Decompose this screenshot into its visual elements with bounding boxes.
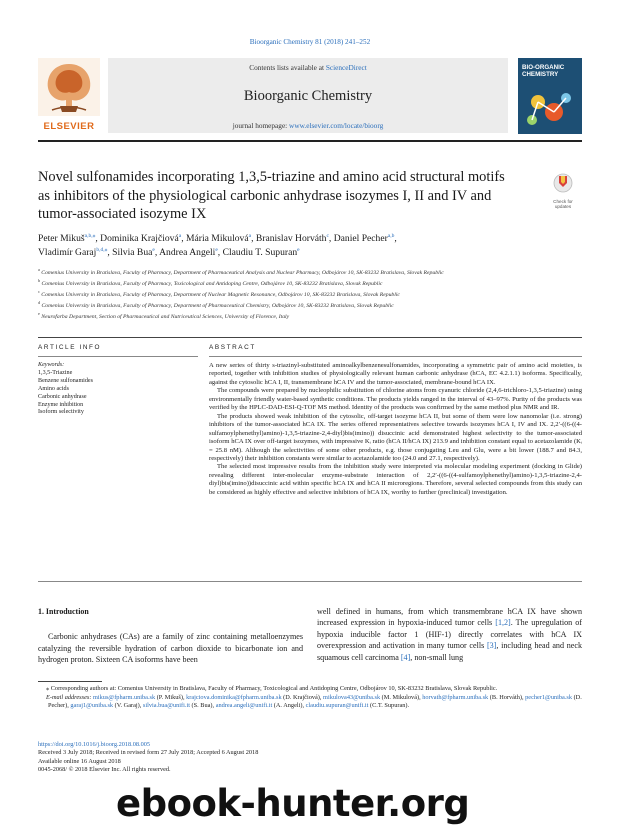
body-paragraph: Carbonic anhydrases (CAs) are a family of zinc containing metalloenzymes catalyzing the reversible hydration of carbon dioxide to bicarbonate ion and hydrogen proton. Sixteen CA isoforms have been — [38, 632, 303, 665]
abstract-heading: ABSTRACT — [209, 344, 256, 351]
email-owner: (D. Pecher), — [48, 693, 582, 710]
corresponding-author-note: ⁎ Corresponding authors at: Comenius University in Bratislava, Faculty of Pharmacy, Toxicological and Antidoping Centre, Odbojárov 10, SK-83232 Bratislava, Slovak Republic. — [46, 685, 498, 692]
affiliation — [38, 288, 582, 299]
author-name: Mária Mikulová — [185, 233, 249, 244]
author-affiliation-mark[interactable]: e — [215, 247, 218, 254]
affiliation-mark: e — [38, 311, 40, 317]
abstract-end-rule — [38, 581, 582, 582]
affiliation-text: Comenius University in Bratislava, Faculty of Pharmacy, Department of Pharmaceutical Chemistry, Odbojárov 10, SK-83232 Bratislava, Slovak Republic — [41, 303, 394, 310]
author-affiliation-mark[interactable]: e — [152, 247, 155, 254]
article-info-rule — [38, 356, 198, 357]
author-affiliation-mark[interactable]: e — [297, 247, 300, 254]
body-column-right — [317, 606, 582, 663]
author[interactable] — [100, 233, 186, 244]
email-link[interactable]: horvath@fpharm.uniba.sk — [422, 693, 489, 701]
keywords-label: Keywords: — [38, 362, 65, 368]
abstract-paragraph: The compounds were prepared by nucleophilic substitution of chlorine atoms from cyanuric chloride (2,4,6-trichloro-1,3,5-triazine) using environmentally friendly water-based synthetic conditions. The products yields ranged in the interval of 43–97%. Purity of the products was verified by the HPLC-DAD-ESI-Q-TOF MS method. Identity of the products was confirmed by the same method plus NMR and IR. — [209, 387, 582, 412]
article-info-heading: ARTICLE INFO — [38, 344, 102, 351]
journal-name: Bioorganic Chemistry — [243, 88, 373, 104]
keyword: 1,3,5-Triazine — [38, 369, 73, 376]
affiliation-list — [38, 266, 582, 321]
author[interactable] — [256, 233, 334, 244]
author-affiliation-mark[interactable]: a — [248, 232, 252, 239]
copyright: 0045-2068/ © 2018 Elsevier Inc. All rights reserved. — [38, 766, 171, 774]
author-name: Andrea Angeli — [159, 247, 216, 259]
check-updates-line-2: updates — [554, 204, 572, 210]
email-owner: (V. Garaj), — [113, 702, 143, 710]
publication-info — [38, 741, 338, 775]
email-link[interactable]: mikus@fpharm.uniba.sk — [93, 693, 156, 701]
footnotes — [38, 685, 582, 711]
keyword: Amino acids — [38, 385, 69, 392]
author-name: Branislav Horváth — [255, 233, 327, 244]
email-label: E-mail addresses: — [46, 693, 93, 701]
contents-line — [108, 63, 508, 72]
author-separator: , — [217, 247, 223, 259]
affiliation-mark: b — [38, 278, 41, 284]
body-text: . The upregulation of hypoxia inducible factor 1 (HIF-1) directly correlates with hCA IX overexpression and activation in many tumor cells — [317, 618, 582, 651]
cover-title — [522, 64, 578, 78]
affiliation — [38, 277, 582, 288]
author-name: Silvia Bua — [112, 247, 153, 259]
body-text: , non-small lung — [410, 652, 464, 662]
header-rule — [38, 140, 582, 142]
author-affiliation-mark[interactable]: a,b — [387, 232, 395, 239]
doi-link[interactable]: https://doi.org/10.1016/j.bioorg.2018.08.005 — [38, 741, 151, 748]
email-link[interactable]: claudiu.supuran@unifi.it — [305, 702, 369, 710]
author-separator: , — [154, 247, 160, 259]
check-updates-label — [544, 199, 582, 209]
affiliation-text: Comenius University in Bratislava, Faculty of Pharmacy, Department of Pharmaceutical Analysis and Nuclear Pharmacy, Odbojárov 10, SK-83232 Bratislava, Slovak Republic — [41, 269, 444, 276]
journal-cover[interactable] — [518, 58, 582, 134]
author[interactable] — [38, 247, 112, 258]
author-name: Vladimír Garaj — [38, 247, 97, 259]
author-separator: , — [394, 233, 397, 244]
journal-masthead — [108, 58, 508, 133]
author-affiliation-mark[interactable]: c — [326, 232, 329, 239]
abstract-rule — [209, 356, 582, 357]
email-owner: (B. Horváth), — [488, 693, 526, 701]
cover-title-line-1: BIO-ORGANIC — [522, 64, 565, 71]
affiliation — [38, 266, 582, 277]
author[interactable] — [38, 233, 100, 244]
email-link[interactable]: garaj1@uniba.sk — [70, 702, 114, 710]
email-owner: (S. Bua), — [189, 702, 216, 710]
author-separator: , — [251, 233, 256, 244]
abstract-paragraph: The products showed weak inhibition of the cytosolic, off-target isozyme hCA II, but some of them were low nanomolar (i.e. strong) inhibitors of the tumor-associated hCA IX. The series offered representatives selective towards isozymes hCA I, IV and IX. 2,2′-((6-((4-sulfamoylphenethyl)amino)-1,3,5-triazine-2,4-diyl)bis(imino)) disuccinic acid demonstrated highest selectivity to the tumor-associated isoform hCA IX over off-target isozymes, with impressive Kᵢ ratio (hCA II/hCA IX) 213.9 and inhibition constant equal to acetazolamide (Kᵢ = 25.8 nM). Although the selectivities of some other products, e.g. those conjugating Leu and Glu, were a bit lower (188.7 and 84.3, respectively) their inhibition constants were similar to acetazolamide too (24.0 and 27.1, respectively). — [209, 412, 582, 462]
author-name: Claudiu T. Supuran — [222, 247, 298, 259]
homepage-link[interactable]: www.elsevier.com/locate/bioorg — [289, 121, 384, 130]
introduction-heading: 1. Introduction — [38, 607, 89, 616]
elsevier-logo[interactable] — [38, 58, 100, 132]
author[interactable] — [186, 233, 256, 244]
email-owner: (M. Mikulová), — [380, 693, 423, 701]
author-name: Peter Mikuš — [38, 233, 85, 244]
author-affiliation-mark[interactable]: a,b,⁎ — [84, 232, 96, 239]
body-text: , including head and neck squamous cell carcinoma — [317, 641, 583, 662]
email-link[interactable]: krajciova.dominika@fpharm.uniba.sk — [186, 693, 282, 701]
body-text: well defined in humans, from which transmembrane hCA IX have shown increased expression in hypoxia-induced tumor cells — [317, 607, 582, 628]
email-owner: (P. Mikuš), — [155, 693, 187, 701]
affiliation-mark: d — [38, 300, 41, 306]
affiliation-mark: a — [38, 267, 40, 272]
homepage-prefix: journal homepage: — [232, 121, 290, 130]
author-affiliation-mark[interactable]: b,d,⁎ — [96, 247, 108, 254]
journal-reference[interactable]: Bioorganic Chemistry 81 (2018) 241–252 — [249, 38, 371, 46]
keyword: Benzene sulfonamides — [38, 377, 93, 384]
check-updates-icon — [553, 173, 573, 193]
check-updates-line-1: Check for — [553, 199, 573, 204]
citation-link[interactable]: [4] — [400, 652, 411, 662]
author-separator: , — [95, 233, 101, 244]
cover-molecule-icon — [518, 84, 582, 134]
email-link[interactable]: silvia.bua@unifi.it — [142, 702, 190, 710]
watermark: ebook-hunter.org — [116, 782, 470, 825]
author[interactable] — [112, 247, 159, 258]
online-date: Available online 16 August 2018 — [38, 757, 121, 765]
affiliation — [38, 310, 582, 321]
author-affiliation-mark[interactable]: a — [178, 232, 182, 239]
author-name: Dominika Krajčiová — [100, 233, 179, 244]
keyword: Isoform selectivity — [38, 409, 84, 416]
contents-prefix: Contents lists available at — [249, 63, 326, 72]
email-link[interactable]: mikulova43@uniba.sk — [323, 693, 381, 701]
email-owner: (C.T. Supuran). — [368, 702, 410, 710]
author[interactable] — [223, 247, 300, 258]
cover-title-line-2: CHEMISTRY — [522, 71, 559, 78]
author-separator: , — [181, 233, 186, 244]
author[interactable] — [334, 233, 397, 244]
received-dates: Received 3 July 2018; Received in revised form 27 July 2018; Accepted 6 August 2018 — [38, 749, 259, 757]
author[interactable] — [159, 247, 222, 258]
abstract-paragraph: The selected most impressive results from the inhibition study were interpreted via molecular modeling experiment (docking in Glide) revealing different inter-molecular enzyme-substrate interaction of 2,2′-((6-((4-sulfamoylphenethyl)amino)-1,3,5-triazine-2,4-diyl)bis(imino))disuccinic acid within specific hCA IX and hCA II microregions. Therefore, several selected compounds from this study can be considered as highly effective and selective inhibitors of hCA IX, worthy to further (preclinical) investigation. — [209, 463, 582, 496]
keywords-block — [38, 362, 198, 417]
email-link[interactable]: pecher1@uniba.sk — [525, 693, 573, 701]
author-list — [38, 232, 582, 260]
author-name: Daniel Pecher — [333, 233, 388, 244]
homepage-line — [108, 121, 508, 130]
footnote-rule — [38, 681, 102, 682]
email-owner: (A. Angeli), — [272, 702, 306, 710]
affiliation — [38, 299, 582, 310]
publisher-name: ELSEVIER — [43, 121, 95, 132]
affiliation-mark: c — [38, 289, 40, 295]
affiliation-text: Comenius University in Bratislava, Faculty of Pharmacy, Toxicological and Antidoping Centre, Odbojárov 10, SK-83232 Bratislava, Slovak Republic — [41, 280, 383, 287]
email-addresses — [38, 694, 582, 711]
email-link[interactable]: andrea.angeli@unifi.it — [215, 702, 273, 710]
email-owner: (D. Krajčiová), — [281, 693, 324, 701]
affiliation-text: Comenius University in Bratislava, Faculty of Pharmacy, Department of Nuclear Magnetic Resonance, Odbojárov 10, SK-83232 Bratislava, Slovak Republic — [41, 292, 400, 299]
citation-link[interactable]: [3] — [486, 641, 497, 651]
affiliation-text: Neurofarba Department, Section of Pharmaceutical and Nutriceutical Sciences, University of Florence, Italy — [41, 314, 290, 321]
elsevier-tree-icon — [38, 58, 100, 116]
keyword: Enzyme inhibition — [38, 401, 84, 408]
body-column-left — [38, 606, 303, 666]
sciencedirect-link[interactable]: ScienceDirect — [325, 63, 367, 72]
section-divider — [38, 337, 582, 338]
keyword: Carbonic anhydrase — [38, 393, 87, 400]
abstract-body — [209, 362, 582, 497]
author-separator: , — [107, 247, 113, 259]
abstract-paragraph: A new series of thirty s-triazinyl-substituted aminoalkylbenzenesulfonamides, incorporating a symmetric pair of amino acid moieties, is reported, together with inhibition studies of physiologically relevant human carbonic anhydrase (hCA, EC 4.2.1.1) isoforms. Specifically, against the cytosolic hCA I, II, transmembrane hCA IV and the tumor-associated, membrane-bound hCA IX. — [209, 362, 582, 386]
check-for-updates-button[interactable] — [544, 173, 582, 210]
citation-link[interactable]: [1,2] — [495, 618, 511, 628]
article-title: Novel sulfonamides incorporating 1,3,5-triazine and amino acid structural motifs as inhibitors of the physiological carbonic anhydrase isozymes I, II and IV and tumor-associated isozyme IX — [38, 169, 505, 223]
author-separator: , — [328, 233, 334, 244]
